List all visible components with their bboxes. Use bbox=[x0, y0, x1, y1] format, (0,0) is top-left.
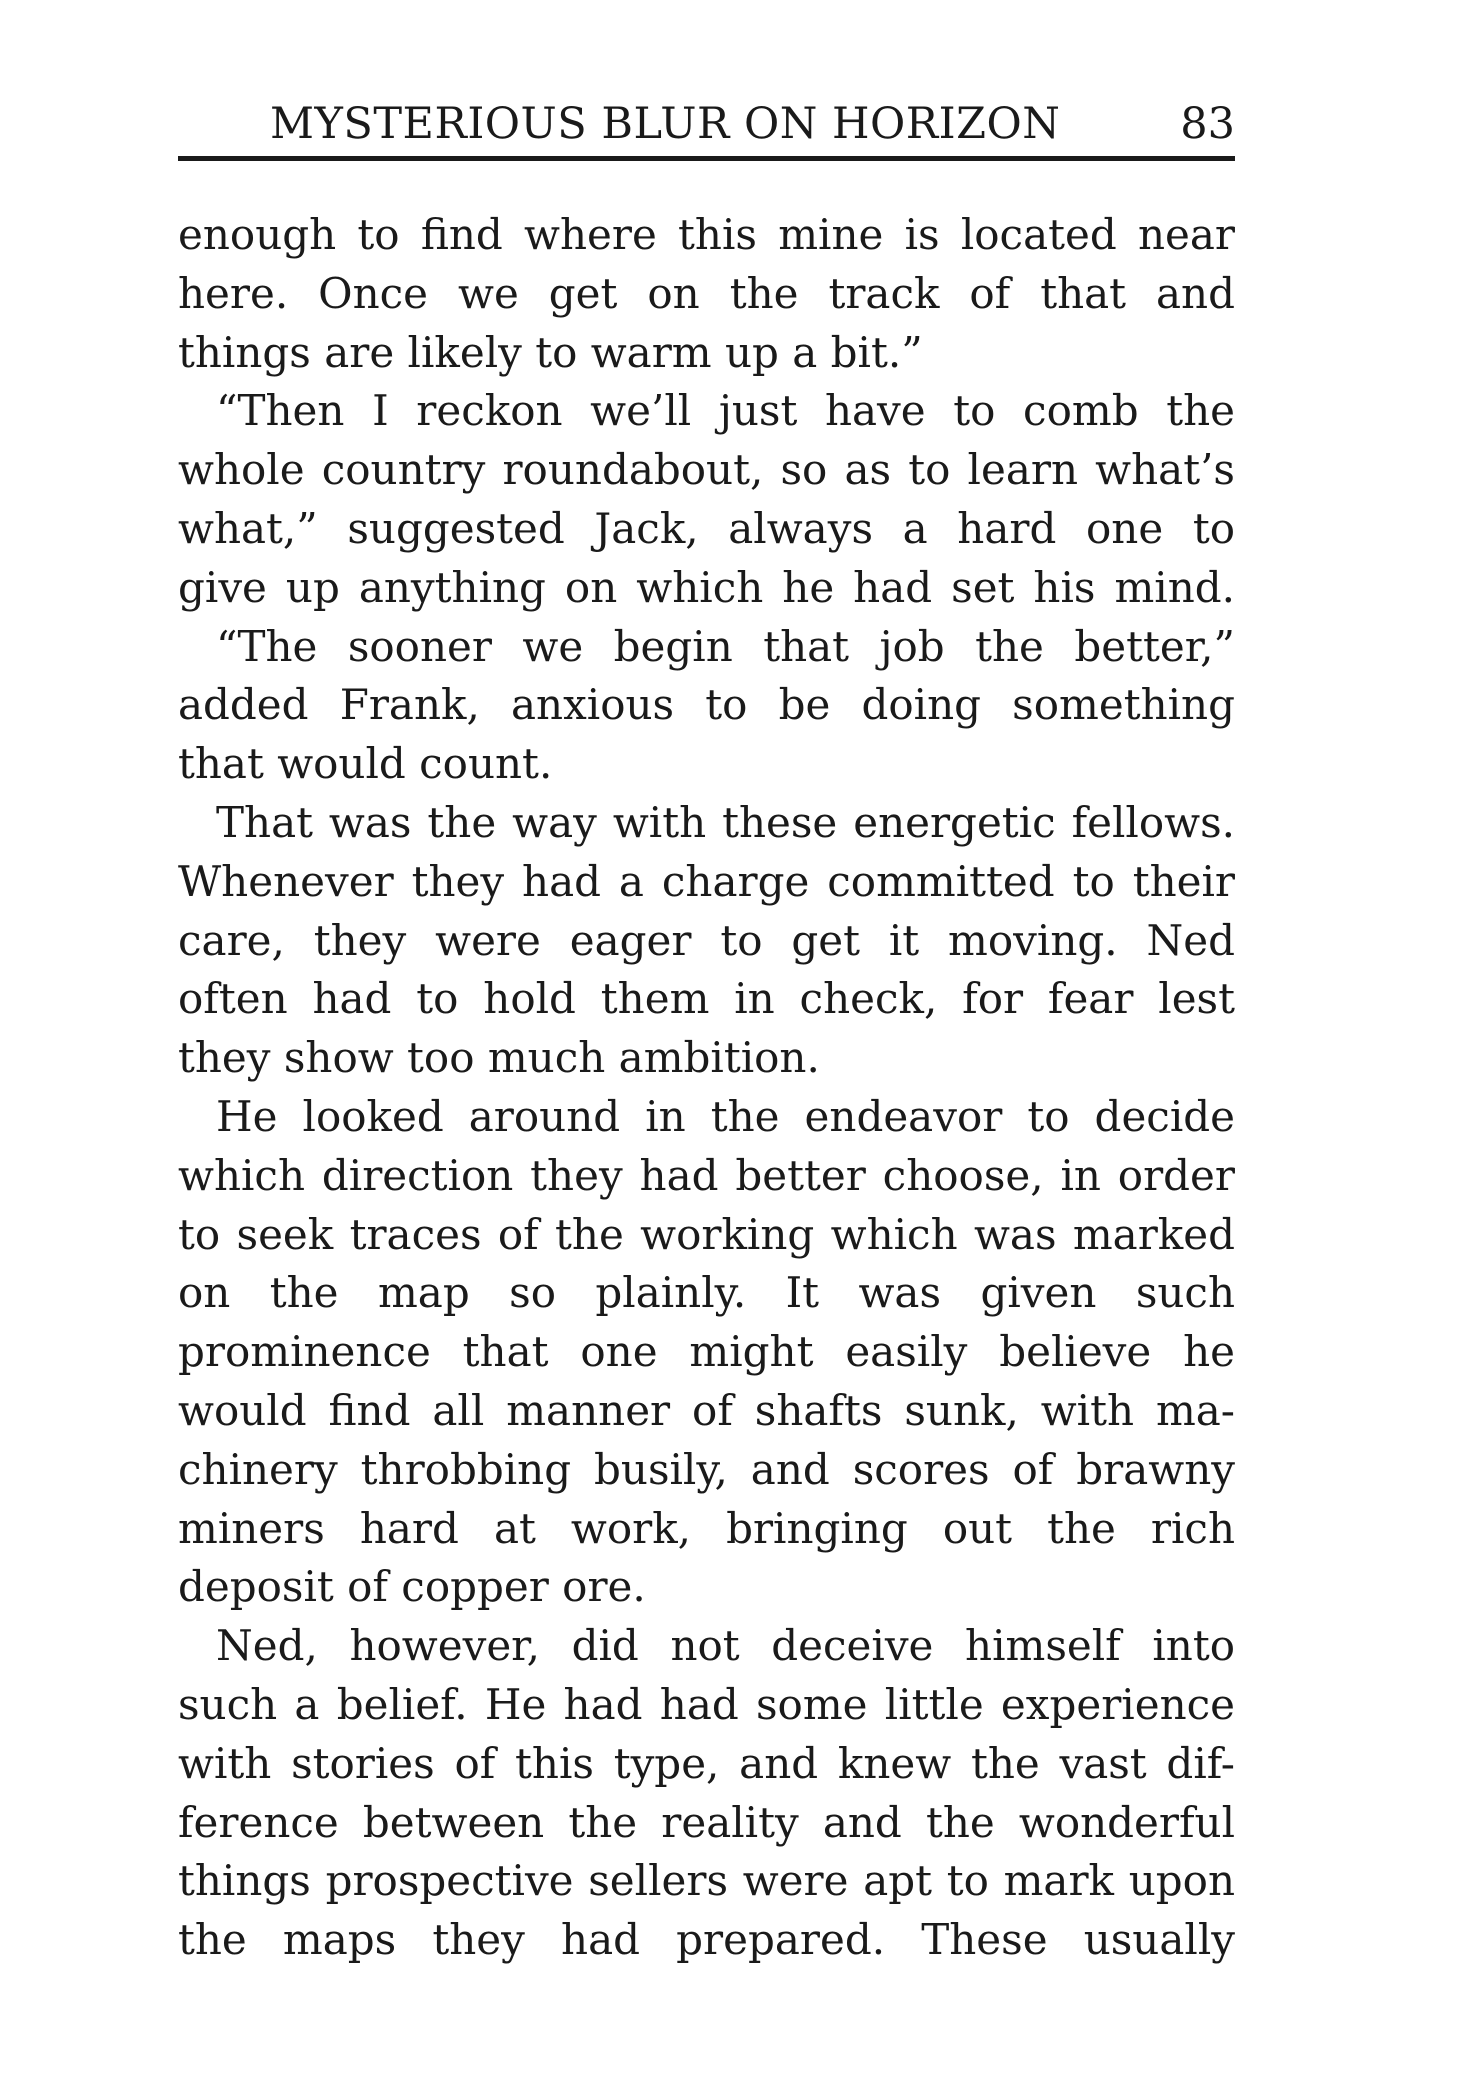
text-line: “Then I reckon we’ll just have to comb the bbox=[216, 386, 1235, 436]
text-line: deposit of copper ore. bbox=[178, 1562, 646, 1612]
text-line: miners hard at work, bringing out the rich bbox=[178, 1503, 1235, 1553]
text-line: give up anything on which he had set his mind. bbox=[178, 562, 1235, 612]
text-line: with stories of this type, and knew the vast dif- bbox=[178, 1738, 1235, 1788]
page-number: 83 bbox=[1180, 99, 1235, 149]
text-line: prominence that one might easily believe he bbox=[178, 1327, 1235, 1377]
header-rule bbox=[178, 156, 1235, 161]
body-text bbox=[178, 206, 1235, 1970]
text-line: that would count. bbox=[178, 739, 553, 789]
text-line: That was the way with these energetic fellows. bbox=[216, 797, 1235, 847]
text-line: care, they were eager to get it moving. Ned bbox=[178, 915, 1235, 965]
text-line: here. Once we get on the track of that and bbox=[178, 268, 1235, 318]
text-line: things are likely to warm up a bit.” bbox=[178, 327, 923, 377]
text-line: He looked around in the endeavor to decide bbox=[216, 1091, 1235, 1141]
text-line: “The sooner we begin that job the better,” bbox=[216, 621, 1235, 671]
text-line: whole country roundabout, so as to learn what’s bbox=[178, 445, 1235, 495]
text-line: often had to hold them in check, for fear lest bbox=[178, 974, 1235, 1024]
running-title: MYSTERIOUS BLUR ON HORIZON bbox=[270, 99, 1061, 149]
text-line: they show too much ambition. bbox=[178, 1033, 820, 1083]
text-line: Ned, however, did not deceive himself into bbox=[216, 1621, 1235, 1671]
text-line: added Frank, anxious to be doing something bbox=[178, 680, 1235, 730]
text-line: ference between the reality and the wonderful bbox=[178, 1797, 1235, 1847]
page-header bbox=[178, 98, 1235, 158]
text-line: what,” suggested Jack, always a hard one to bbox=[178, 503, 1235, 553]
text-line: to seek traces of the working which was marked bbox=[178, 1209, 1235, 1259]
text-line: Whenever they had a charge committed to their bbox=[178, 856, 1235, 906]
text-line: would find all manner of shafts sunk, with ma- bbox=[178, 1385, 1235, 1435]
text-line: on the map so plainly. It was given such bbox=[178, 1268, 1235, 1318]
text-line: such a belief. He had had some little experience bbox=[178, 1679, 1235, 1729]
text-line: things prospective sellers were apt to mark upon bbox=[178, 1856, 1235, 1906]
text-line: enough to find where this mine is located near bbox=[178, 210, 1235, 259]
text-line: the maps they had prepared. These usually bbox=[178, 1915, 1235, 1965]
text-line: chinery throbbing busily, and scores of brawny bbox=[178, 1444, 1235, 1494]
text-line: which direction they had better choose, in order bbox=[178, 1150, 1235, 1200]
